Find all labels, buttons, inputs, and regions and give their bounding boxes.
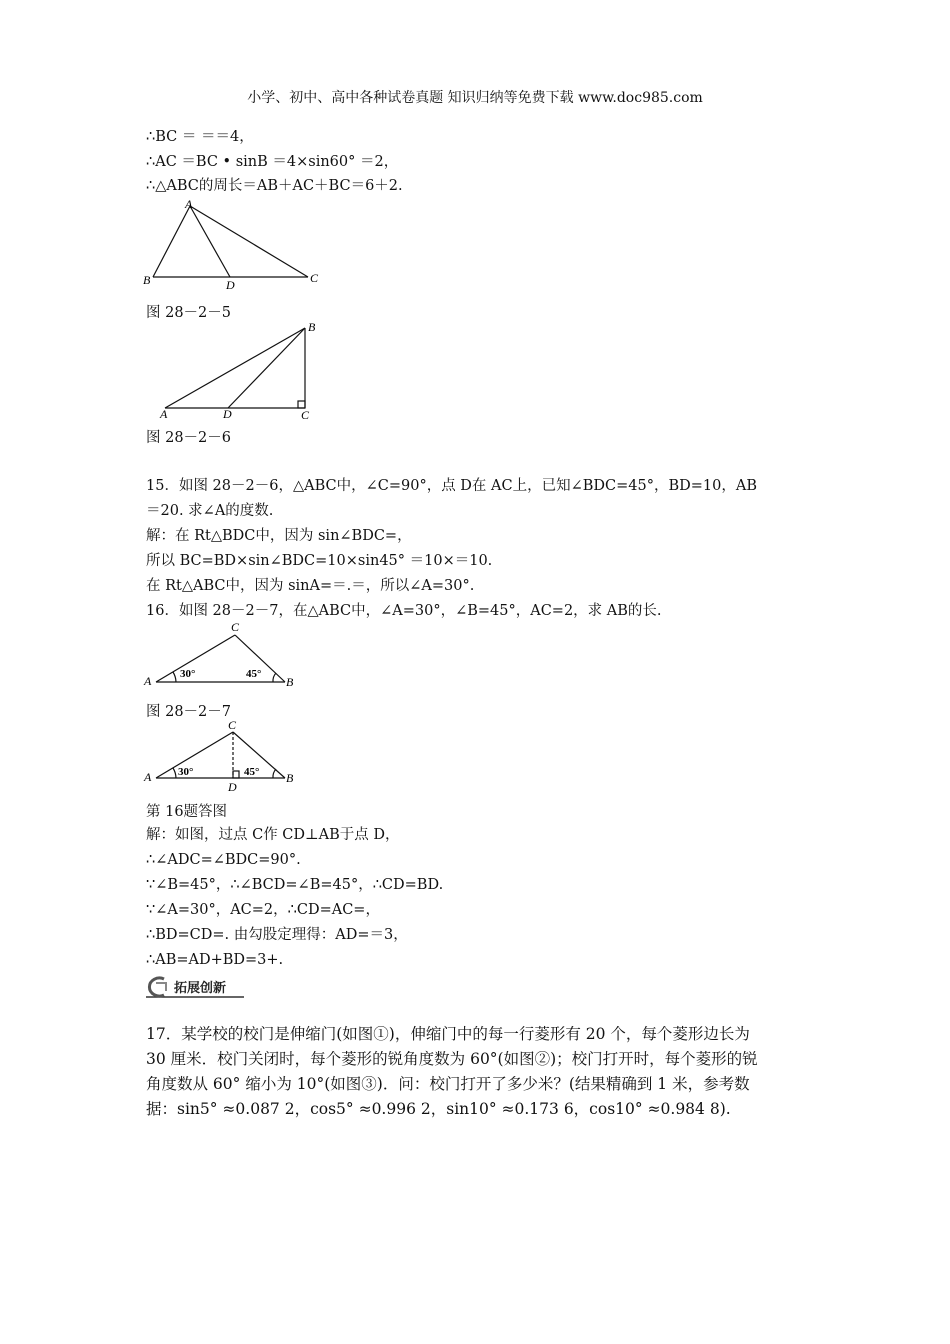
page-header: 小学、初中、高中各种试卷真题 知识归纳等免费下载 www.doc985.com xyxy=(247,90,703,106)
figure-caption: 图 28－2－5 xyxy=(146,305,232,321)
question-15-cont: ＝20. 求∠A的度数. xyxy=(146,503,274,519)
question-17-line: 角度数从 60° 缩小为 10°(如图③)．问：校门打开了多少米？(结果精确到 1 米，参考数 xyxy=(146,1075,750,1093)
vertex-label-c: C xyxy=(301,408,310,422)
vertex-label-b: B xyxy=(286,771,294,785)
question-16: 16．如图 28－2－7，在△ABC中，∠A=30°，∠B=45°，AC=2，求 AB的长. xyxy=(146,603,662,619)
vertex-label-a: A xyxy=(144,674,152,688)
angle-label-b: 45° xyxy=(246,668,262,680)
vertex-label-b: B xyxy=(308,320,316,334)
vertex-label-b: B xyxy=(143,273,151,287)
vertex-label-d: D xyxy=(226,278,235,292)
solution-line: ∴∠ADC=∠BDC=90°. xyxy=(146,852,301,868)
vertex-label-d: D xyxy=(228,780,237,794)
solution-line: ∴△ABC的周长＝AB＋AC＋BC＝6＋2. xyxy=(146,178,403,194)
vertex-label-c: C xyxy=(310,271,319,285)
question-17-line: 30 厘米．校门关闭时，每个菱形的锐角度数为 60°(如图②)；校门打开时，每个菱形的锐 xyxy=(146,1050,758,1068)
vertex-label-a: A xyxy=(160,407,168,421)
question-17 xyxy=(146,1022,812,1122)
angle-label-a: 30° xyxy=(180,668,196,680)
solution-line: ∴BD=CD=. 由勾股定理得：AD=＝3， xyxy=(146,927,408,943)
banner-label: 拓展创新 xyxy=(174,980,227,995)
figure-28-2-5 xyxy=(140,196,330,292)
figure-q16-answer xyxy=(140,718,300,794)
solution-line: ∴BC ＝ ＝＝4， xyxy=(146,129,254,145)
solution-line: ∴AC ＝BC • sinB ＝4×sin60° ＝2， xyxy=(146,154,399,170)
solution-line: ∵∠A=30°，AC=2，∴CD=AC=， xyxy=(146,902,380,918)
figure-caption: 第 16题答图 xyxy=(146,804,228,820)
section-banner xyxy=(144,975,247,999)
vertex-label-b: B xyxy=(286,675,294,689)
solution-line: 解：在 Rt△BDC中，因为 sin∠BDC=， xyxy=(146,528,412,544)
figure-28-2-7 xyxy=(140,620,300,692)
angle-label-b: 45° xyxy=(244,766,260,778)
solution-line: ∵∠B=45°，∴∠BCD=∠B=45°，∴CD=BD. xyxy=(146,877,444,893)
figure-caption: 图 28－2－6 xyxy=(146,430,232,446)
solution-line: 所以 BC=BD×sin∠BDC=10×sin45° ＝10×＝10. xyxy=(146,553,493,569)
vertex-label-c: C xyxy=(231,620,240,634)
figure-caption: 图 28－2－7 xyxy=(146,704,232,720)
question-17-line: 据：sin5° ≈0.087 2，cos5° ≈0.996 2，sin10° ≈0.173 6，cos10° ≈0.984 8). xyxy=(146,1100,731,1118)
vertex-label-a: A xyxy=(185,197,193,211)
angle-label-a: 30° xyxy=(178,766,194,778)
vertex-label-a: A xyxy=(144,770,152,784)
solution-line: 解：如图，过点 C作 CD⊥AB于点 D， xyxy=(146,827,400,843)
vertex-label-d: D xyxy=(223,407,232,421)
question-15: 15．如图 28－2－6，△ABC中，∠C=90°，点 D在 AC上，已知∠BDC=45°，BD=10，AB xyxy=(146,478,757,494)
question-17-line: 17．某学校的校门是伸缩门(如图①)，伸缩门中的每一行菱形有 20 个，每个菱形边长为 xyxy=(146,1025,750,1043)
vertex-label-c: C xyxy=(228,718,237,732)
figure-28-2-6 xyxy=(150,318,330,424)
solution-line: 在 Rt△ABC中，因为 sinA=＝.＝，所以∠A=30°. xyxy=(146,578,475,594)
solution-line: ∴AB=AD+BD=3+. xyxy=(146,952,284,968)
